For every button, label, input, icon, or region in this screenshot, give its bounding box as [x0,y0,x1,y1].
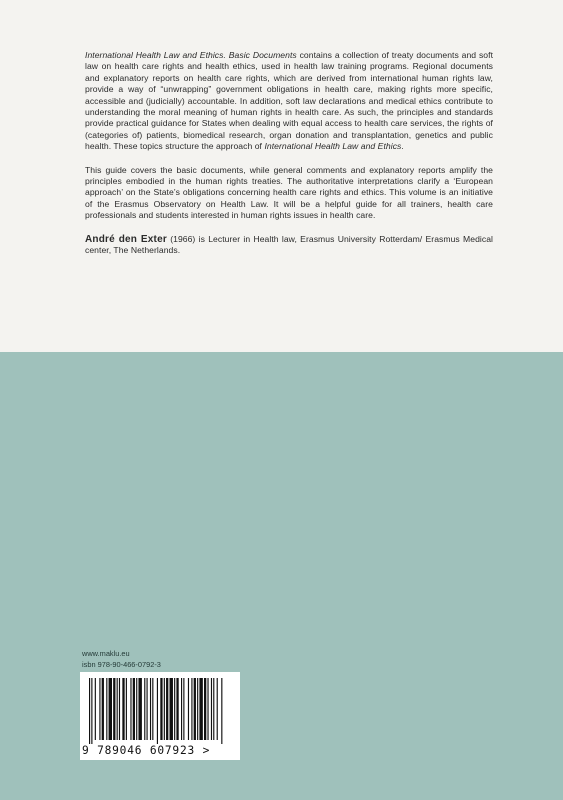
barcode-bar [89,678,90,744]
barcode-bar [150,678,151,740]
barcode-bar [204,678,206,740]
barcode-bar [164,678,165,740]
barcode-bar [183,678,184,740]
barcode-bar [136,678,137,740]
barcode-bar [176,678,178,740]
author-name: André den Exter [85,233,167,245]
barcode-bar [188,678,189,740]
barcode [80,672,240,760]
barcode-bar [211,678,212,740]
isbn-text: isbn 978-90-466-0792-3 [82,660,161,669]
barcode-bar [170,678,173,740]
author-paragraph [85,234,493,257]
blurb-text [85,50,493,269]
book-title-short: International Health Law and Ethics [264,141,402,152]
barcode-bar [106,678,107,740]
barcode-bar [166,678,168,740]
barcode-bar [117,678,118,740]
barcode-bar [152,678,153,740]
intro-paragraph [85,50,493,153]
barcode-bar [95,678,96,740]
barcode-bar [130,678,131,740]
barcode-bar [217,678,218,740]
barcode-bar [126,678,127,740]
barcode-bar [133,678,135,740]
guide-paragraph: This guide covers the basic documents, while general comments and explanatory reports amplify the principles embodied in the human rights treaties. The authoritative interpretations clarify a ‘European approach’ on the State’s obligations concerning health care rights and ethics. This volume is an initiative of the Erasmus Observatory on Health Law. It will be a helpful guide for all trainers, health care professionals and students interested in human rights issues in health care. [85,164,493,221]
book-title: International Health Law and Ethics. Basic Documents [85,50,297,60]
barcode-bar [113,678,115,740]
barcode-bar [147,678,148,740]
barcode-bar [157,678,158,744]
barcode-bar [160,678,162,740]
barcode-bar [199,678,202,740]
barcode-bar [109,678,112,740]
barcode-bar [197,678,198,740]
barcode-bar [138,678,141,740]
intro-text: contains a collection of treaty documents and soft law on health care rights and health ethics, used in health law training programs. Regional documents and explanatory reports on health care rights, which are derived from international human rights law, provide a way of “unwrapping” government obligations in health care, making rights more specific, accessible and (judicially) accountable. In addition, soft law declarations and medical ethics contribute to understanding the moral meaning of human rights in health care. As such, the principles and standards provide practical guidance for States when dealing with equal access to health care services, the rights of (categories of) patients, biomedical research, organ donation and transplantation, genetics and public health. These topics structure the approach of [85,50,494,152]
barcode-bar [181,678,182,740]
barcode-bar [99,678,100,740]
barcode-bar [207,678,208,740]
publisher-info [82,648,161,670]
author-bio: (1966) is Lecturer in Health law, Erasmus University Rotterdam/ Erasmus Medical center, The Netherlands. [85,233,493,256]
intro-punct: . [401,141,404,152]
barcode-bar [119,678,120,740]
barcode-bar [144,678,145,740]
barcode-digits: 9 789046 607923 > [82,744,211,757]
barcode-bars [89,678,229,744]
barcode-bar [191,678,192,740]
barcode-bar [213,678,214,740]
barcode-bar [102,678,104,740]
barcode-bar [174,678,175,740]
barcode-bar [91,678,92,744]
barcode-bar [122,678,124,740]
barcode-bar [221,678,222,744]
publisher-website: www.maklu.eu [82,649,130,658]
barcode-bar [194,678,196,740]
